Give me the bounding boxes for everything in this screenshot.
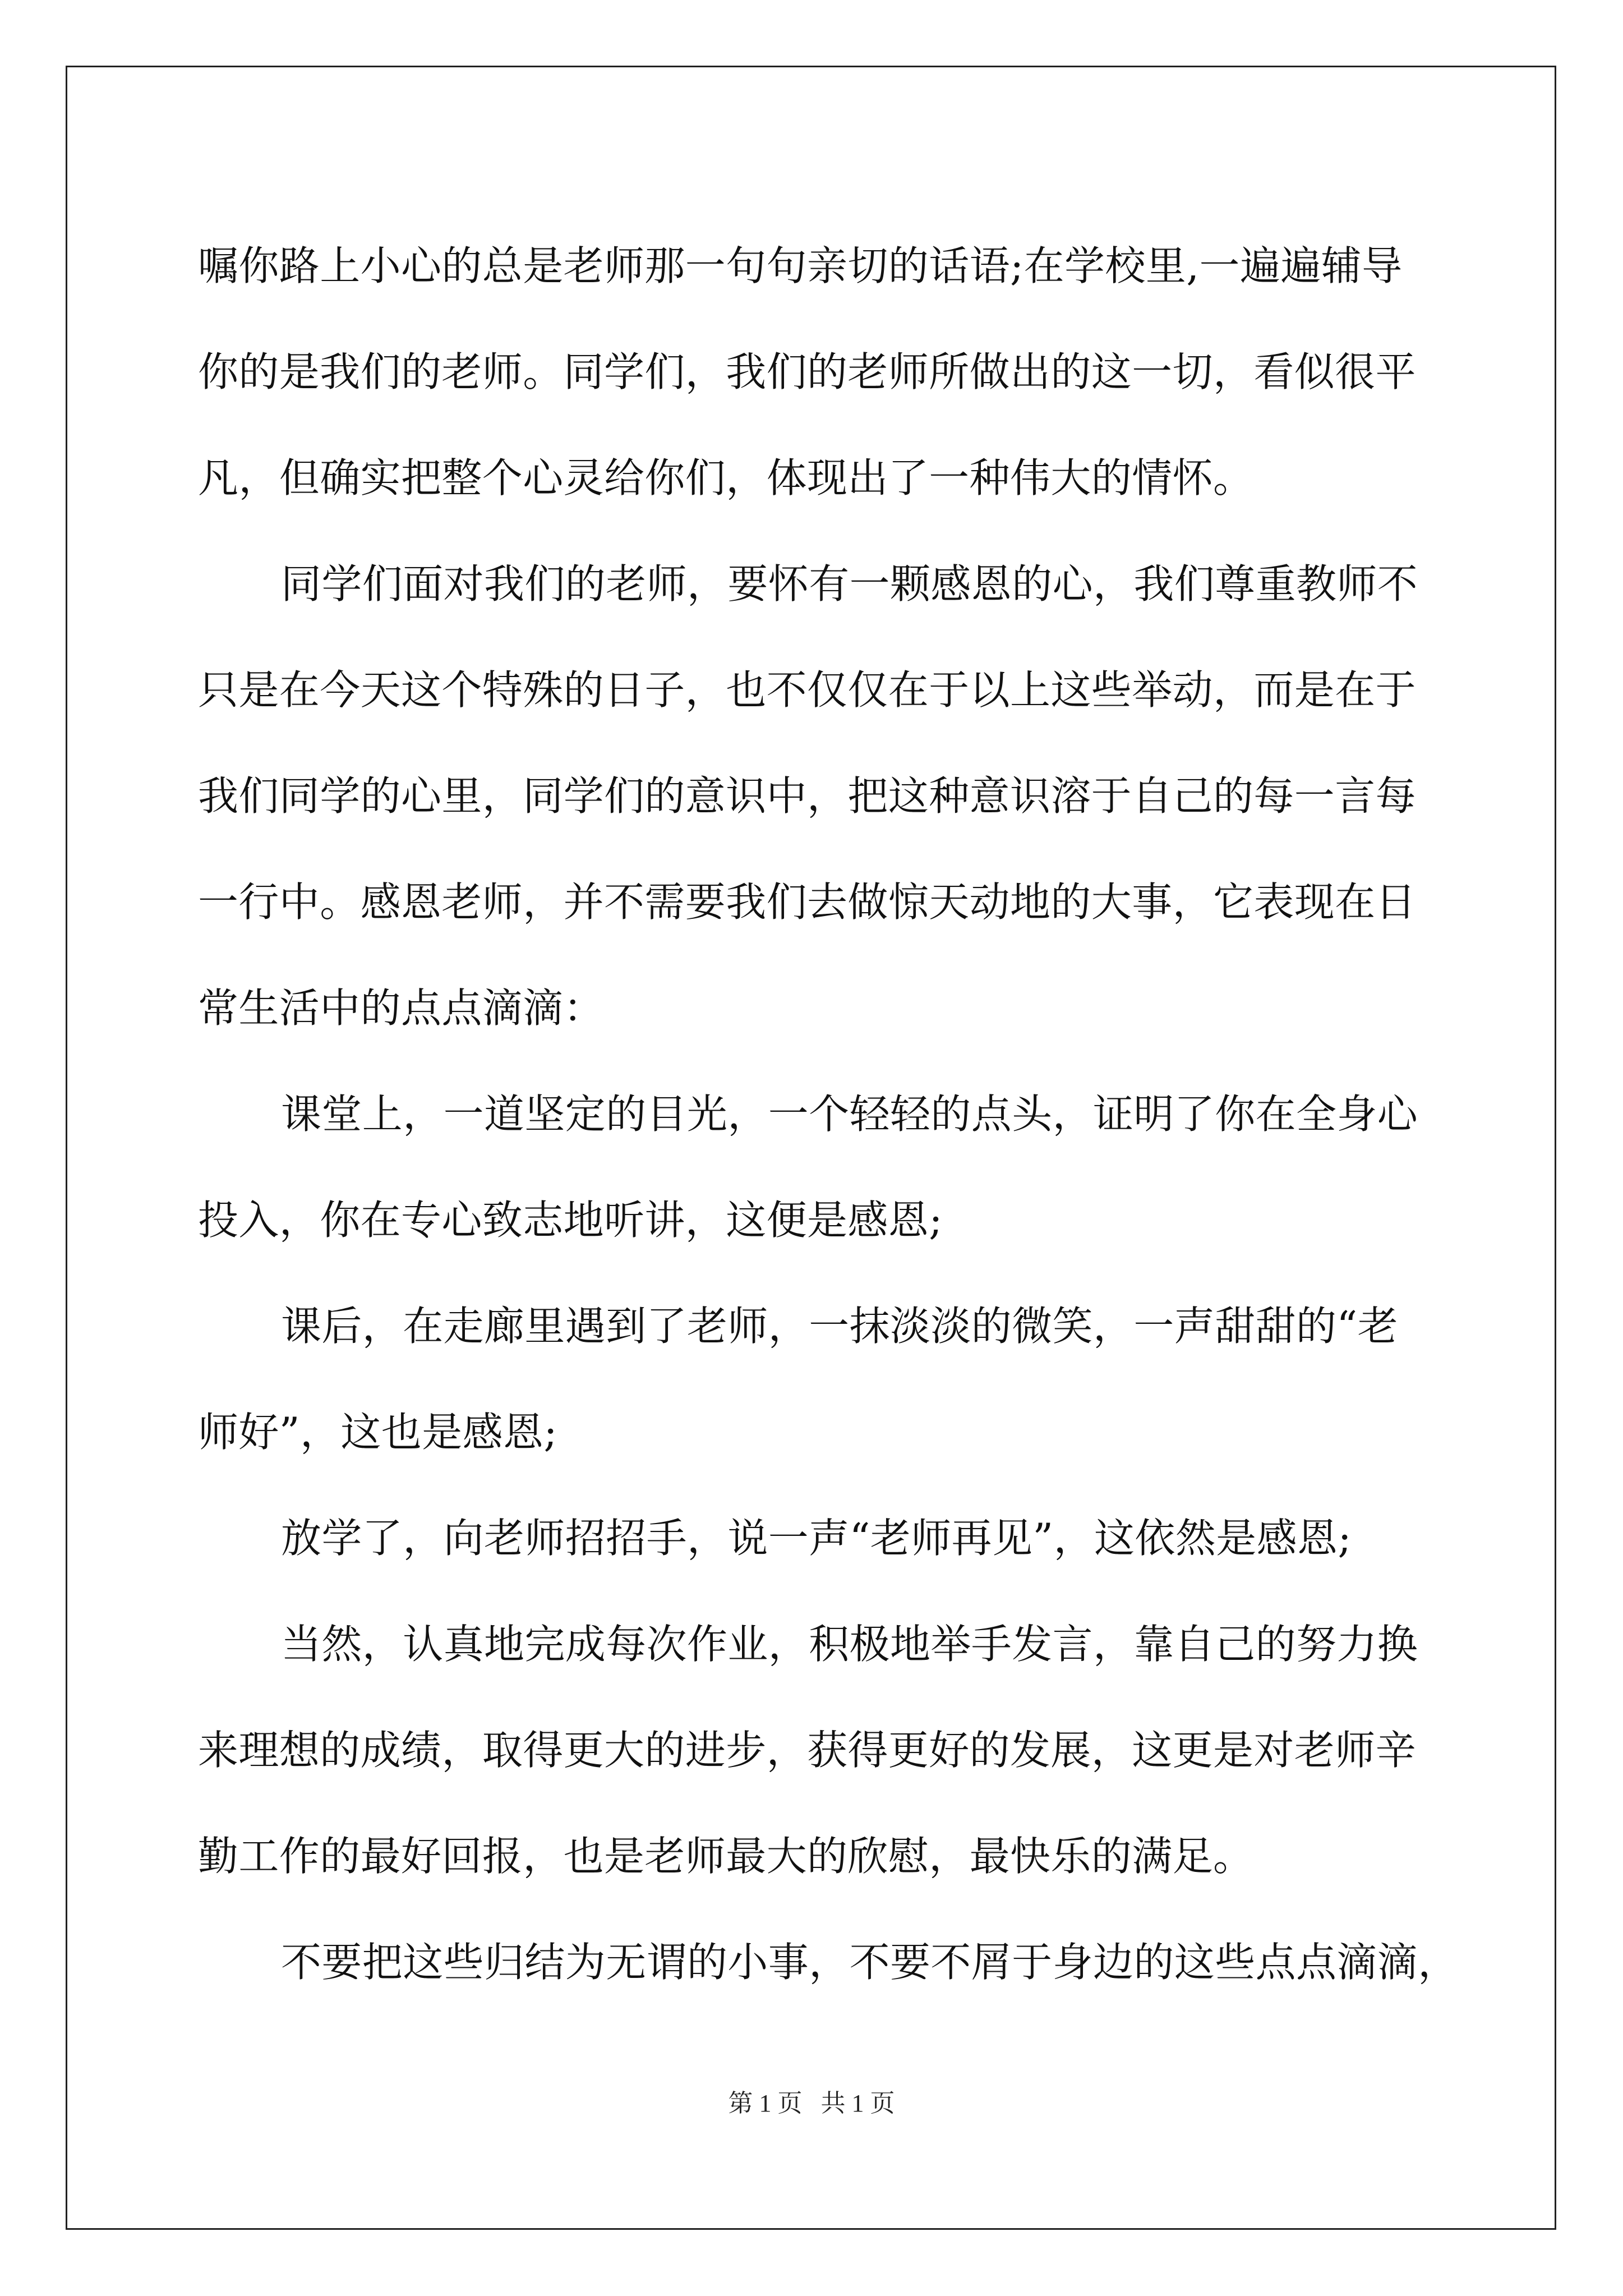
- text-line: 勤工作的最好回报，也是老师最大的欣慰，最快乐的满足。: [198, 1833, 1254, 1880]
- document-body: [198, 213, 1459, 2016]
- text-line-paragraph-start: 不要把这些归结为无谓的小事，不要不屑于身边的这些点点滴滴，: [281, 1939, 1459, 1986]
- text-line: 一行中。感恩老师，并不需要我们去做惊天动地的大事，它表现在日: [198, 878, 1417, 926]
- text-line: 嘱你路上小心的总是老师那一句句亲切的话语;在学校里,一遍遍辅导: [198, 242, 1403, 289]
- text-line: 凡，但确实把整个心灵给你们，体现出了一种伟大的情怀。: [198, 454, 1254, 501]
- text-line: 来理想的成绩，取得更大的进步，获得更好的发展，这更是对老师辛: [198, 1727, 1417, 1774]
- page-footer: 第 1 页 共 1 页: [728, 2090, 895, 2117]
- text-line-paragraph-start: 课后，在走廊里遇到了老师，一抹淡淡的微笑，一声甜甜的“老: [281, 1303, 1399, 1350]
- text-line-paragraph-start: 当然，认真地完成每次作业，积极地举手发言，靠自己的努力换: [281, 1621, 1418, 1668]
- text-line: 师好”，这也是感恩;: [198, 1409, 558, 1456]
- text-line: 我们同学的心里，同学们的意识中，把这种意识溶于自己的每一言每: [198, 772, 1417, 820]
- text-line-paragraph-start: 同学们面对我们的老师，要怀有一颗感恩的心，我们尊重教师不: [281, 560, 1418, 608]
- text-line: 投入，你在专心致志地听讲，这便是感恩;: [198, 1197, 943, 1244]
- text-line-paragraph-start: 课堂上，一道坚定的目光，一个轻轻的点头，证明了你在全身心: [281, 1091, 1418, 1138]
- text-line: 只是在今天这个特殊的日子，也不仅仅在于以上这些举动，而是在于: [198, 666, 1417, 714]
- text-line: 你的是我们的老师。同学们，我们的老师所做出的这一切，看似很平: [198, 348, 1417, 395]
- text-line: 常生活中的点点滴滴：: [198, 984, 605, 1032]
- text-line-paragraph-start: 放学了，向老师招招手，说一声“老师再见”，这依然是感恩;: [281, 1515, 1352, 1562]
